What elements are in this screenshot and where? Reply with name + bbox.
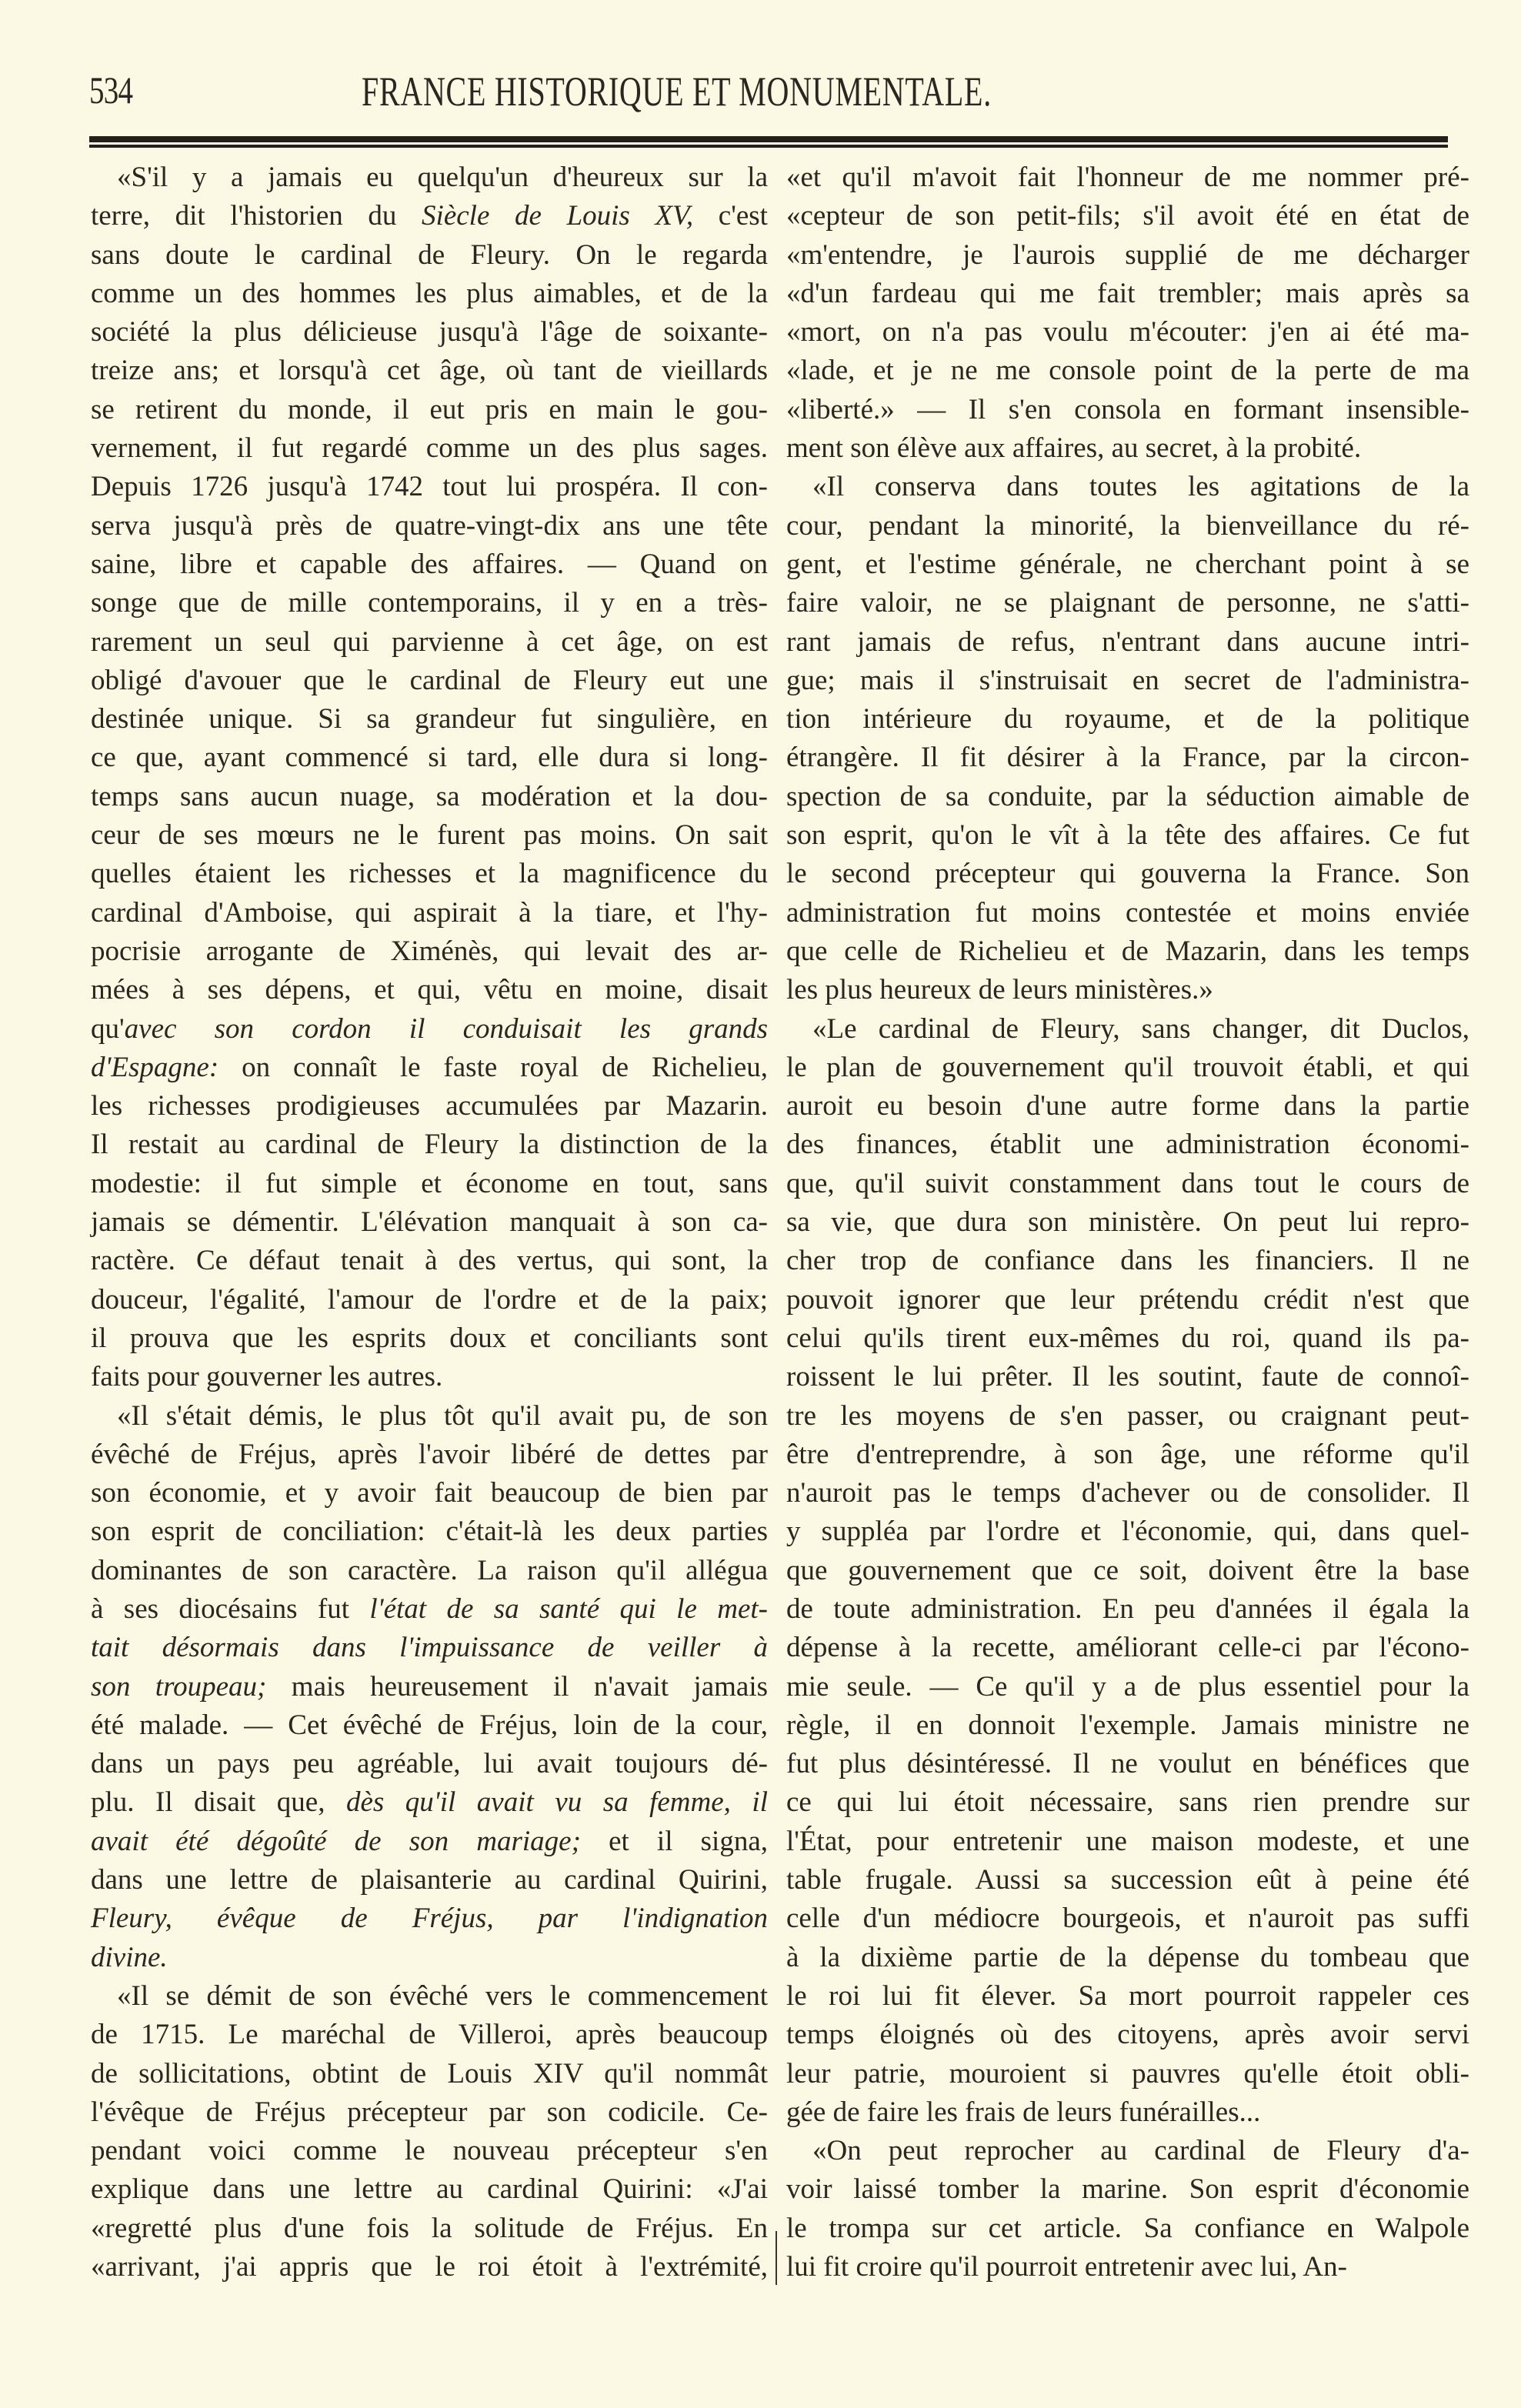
text-line bbox=[786, 1436, 1469, 1474]
line-text: saine, libre et capable des affaires. — Quand on bbox=[91, 548, 768, 580]
text-line bbox=[786, 1861, 1469, 1899]
italic-text: tait désormais dans l'impuissance de veiller à bbox=[91, 1632, 768, 1664]
line-text: et il signa, bbox=[580, 1825, 768, 1857]
line-text: dépense à la recette, améliorant celle-ci par l'écono- bbox=[786, 1632, 1469, 1664]
line-text: «et qu'il m'avoit fait l'honneur de me nommer pré- bbox=[786, 162, 1469, 193]
line-text: sa vie, que dura son ministère. On peut lui repro- bbox=[786, 1206, 1469, 1239]
line-text: fut plus désintéressé. Il ne voulut en bénéfices que bbox=[786, 1748, 1469, 1780]
line-text: ceur de ses mœurs ne le furent pas moins. On sait bbox=[91, 819, 768, 852]
line-text: les plus heureux de leurs ministères.» bbox=[786, 974, 1213, 1006]
text-line bbox=[91, 2210, 768, 2248]
text-line bbox=[91, 1087, 768, 1126]
line-text: destinée unique. Si sa grandeur fut singulière, en bbox=[91, 703, 768, 735]
text-line bbox=[786, 2170, 1469, 2209]
text-line bbox=[91, 932, 768, 971]
italic-text: Siècle de Louis XV, bbox=[422, 200, 694, 232]
text-line bbox=[786, 158, 1469, 197]
line-text: son esprit, qu'on le vît à la tête des affaires. Ce fut bbox=[786, 819, 1469, 852]
line-text: étrangère. Il fit désirer à la France, par la circon- bbox=[786, 742, 1469, 774]
text-line bbox=[91, 855, 768, 893]
line-text: rant jamais de refus, n'entrant dans aucune intri- bbox=[786, 625, 1469, 658]
line-text: sans doute le cardinal de Fleury. On le regarda bbox=[91, 238, 768, 271]
line-text: administration fut moins contestée et moins enviée bbox=[786, 896, 1469, 929]
text-line bbox=[786, 2248, 1469, 2286]
line-text: l'État, pour entretenir une maison modeste, et une bbox=[786, 1825, 1469, 1857]
italic-text: dès qu'il avait vu sa femme, il bbox=[345, 1786, 768, 1819]
line-text: que gouvernement que ce soit, doivent être la base bbox=[786, 1554, 1469, 1586]
line-text: treize ans; et lorsqu'à cet âge, où tant de vieillards bbox=[91, 355, 768, 387]
line-text: «liberté.» — Il s'en consola en formant insensible- bbox=[786, 393, 1469, 425]
line-text: gent, et l'estime générale, ne cherchant point à se bbox=[786, 548, 1469, 580]
text-line bbox=[786, 662, 1469, 700]
text-line bbox=[786, 1087, 1469, 1126]
line-text: y suppléa par l'ordre et l'économie, qui, dans quel- bbox=[786, 1516, 1469, 1548]
line-text: celle d'un médiocre bourgeois, et n'auroit pas suffi bbox=[786, 1903, 1469, 1935]
italic-text: divine. bbox=[91, 1941, 168, 1973]
line-text: faire valoir, ne se plaignant de personne, ne s'atti- bbox=[786, 587, 1469, 619]
line-text: dans une lettre de plaisanterie au cardinal Quirini, bbox=[91, 1864, 768, 1896]
text-line bbox=[91, 197, 768, 235]
text-line bbox=[91, 1436, 768, 1474]
text-line bbox=[786, 816, 1469, 855]
line-text: cardinal d'Amboise, qui aspirait à la tiare, et l'hy- bbox=[91, 896, 768, 929]
text-line bbox=[786, 197, 1469, 235]
text-line bbox=[91, 739, 768, 777]
line-text: gée de faire les frais de leurs funérailles... bbox=[786, 2096, 1261, 2128]
text-line bbox=[786, 1706, 1469, 1745]
text-line bbox=[91, 1552, 768, 1590]
text-line bbox=[91, 1590, 768, 1629]
line-text: se retirent du monde, il eut pris en main le gou- bbox=[91, 393, 768, 425]
text-line bbox=[786, 1010, 1469, 1049]
line-text: faits pour gouverner les autres. bbox=[91, 1361, 443, 1393]
text-line bbox=[786, 1977, 1469, 2016]
text-line bbox=[91, 700, 768, 739]
text-line bbox=[91, 584, 768, 622]
text-line bbox=[786, 2093, 1469, 2132]
text-line bbox=[91, 1939, 768, 1977]
line-text: «Il conserva dans toutes les agitations de la bbox=[812, 471, 1469, 503]
text-line bbox=[91, 1474, 768, 1513]
text-line bbox=[91, 1397, 768, 1436]
text-line bbox=[786, 855, 1469, 893]
line-text: «arrivant, j'ai appris que le roi étoit à l'extrémité, bbox=[91, 2251, 768, 2283]
text-line bbox=[786, 1668, 1469, 1706]
text-line bbox=[91, 778, 768, 816]
line-text: «Le cardinal de Fleury, sans changer, dit Duclos, bbox=[812, 1012, 1469, 1045]
text-line bbox=[786, 1513, 1469, 1551]
text-line bbox=[91, 1165, 768, 1203]
header-rule-thick bbox=[89, 136, 1448, 142]
line-text: cher trop de confiance dans les financiers. Il ne bbox=[786, 1245, 1469, 1277]
line-text: qu' bbox=[91, 1012, 125, 1045]
text-line bbox=[91, 313, 768, 352]
text-line bbox=[786, 275, 1469, 313]
text-line bbox=[91, 1823, 768, 1861]
text-line bbox=[91, 1783, 768, 1822]
line-text: le plan de gouvernement qu'il trouvoit établi, et qui bbox=[786, 1051, 1469, 1083]
text-line bbox=[91, 1242, 768, 1280]
line-text: l'évêque de Fréjus précepteur par son codicile. Ce- bbox=[91, 2096, 768, 2128]
column-divider bbox=[776, 2231, 777, 2285]
line-text: «m'entendre, je l'aurois supplié de me décharger bbox=[786, 238, 1469, 271]
line-text: spection de sa conduite, par la séduction aimable de bbox=[786, 780, 1469, 812]
line-text: «S'il y a jamais eu quelqu'un d'heureux sur la bbox=[117, 162, 768, 193]
line-text: roissent le lui prêter. Il les soutint, faute de connoî- bbox=[786, 1361, 1469, 1393]
text-line bbox=[91, 468, 768, 506]
text-line bbox=[91, 2093, 768, 2132]
line-text: tion intérieure du royaume, et de la politique bbox=[786, 703, 1469, 735]
right-column bbox=[786, 158, 1469, 2286]
text-line bbox=[786, 1474, 1469, 1513]
text-line bbox=[91, 429, 768, 468]
paragraph bbox=[91, 1397, 768, 1977]
line-text: comme un des hommes les plus aimables, et de la bbox=[91, 277, 768, 309]
text-line bbox=[786, 1899, 1469, 1938]
line-text: gue; mais il s'instruisait en secret de l'administra- bbox=[786, 664, 1469, 696]
text-line bbox=[786, 1745, 1469, 1783]
text-line bbox=[91, 1629, 768, 1667]
line-text: voir laissé tomber la marine. Son esprit d'économie bbox=[786, 2173, 1469, 2206]
line-text: il prouva que les esprits doux et conciliants sont bbox=[91, 1322, 768, 1354]
line-text: «lade, et je ne me console point de la perte de ma bbox=[786, 355, 1469, 387]
italic-text: Fleury, évêque de Fréjus, par l'indignation bbox=[91, 1903, 768, 1935]
line-text: douceur, l'égalité, l'amour de l'ordre et de la paix; bbox=[91, 1283, 768, 1316]
line-text: de sollicitations, obtint de Louis XIV qu'il nommât bbox=[91, 2057, 768, 2089]
line-text: de 1715. Le maréchal de Villeroi, après beaucoup bbox=[91, 2019, 768, 2051]
text-line bbox=[91, 2170, 768, 2209]
line-text: songe que de mille contemporains, il y en a très- bbox=[91, 587, 768, 619]
line-text: ce que, ayant commencé si tard, elle dura si long- bbox=[91, 742, 768, 774]
line-text: que, qu'il suivit constamment dans tout le cours de bbox=[786, 1167, 1469, 1199]
text-line bbox=[91, 1513, 768, 1551]
text-line bbox=[786, 391, 1469, 429]
line-text: tre les moyens de s'en passer, ou craignant peut- bbox=[786, 1399, 1469, 1432]
line-text: temps sans aucun nuage, sa modération et la dou- bbox=[91, 780, 768, 812]
line-text: que celle de Richelieu et de Mazarin, dans les temps bbox=[786, 935, 1469, 967]
line-text: mie seule. — Ce qu'il y a de plus essentiel pour la bbox=[786, 1670, 1469, 1703]
italic-text: avait été dégoûté de son mariage; bbox=[91, 1825, 581, 1857]
line-text: à ses diocésains fut bbox=[91, 1593, 370, 1625]
line-text: rarement un seul qui parvienne à cet âge, on est bbox=[91, 625, 768, 658]
line-text: explique dans une lettre au cardinal Quirini: «J'ai bbox=[91, 2173, 768, 2206]
text-line bbox=[91, 1126, 768, 1164]
text-line bbox=[91, 1706, 768, 1745]
line-text: ment son élève aux affaires, au secret, à la probité. bbox=[786, 432, 1362, 465]
text-line bbox=[91, 1668, 768, 1706]
line-text: leur patrie, mouroient si pauvres qu'elle étoit obli- bbox=[786, 2057, 1469, 2089]
line-text: le roi lui fit élever. Sa mort pourroit rappeler ces bbox=[786, 1979, 1469, 2012]
line-text: être d'entreprendre, à son âge, une réforme qu'il bbox=[786, 1438, 1469, 1470]
line-text: plu. Il disait que, bbox=[91, 1786, 346, 1819]
italic-text: avec son cordon il conduisait les grands bbox=[124, 1012, 768, 1045]
text-line bbox=[786, 1552, 1469, 1590]
line-text: temps éloignés où des citoyens, après avoir servi bbox=[786, 2019, 1469, 2051]
text-line bbox=[786, 1165, 1469, 1203]
line-text: le second précepteur qui gouverna la France. Son bbox=[786, 858, 1469, 890]
line-text: les richesses prodigieuses accumulées par Mazarin. bbox=[91, 1090, 768, 1122]
line-text: «cepteur de son petit-fils; s'il avoit été en état de bbox=[786, 200, 1469, 232]
line-text: mées à ses dépens, et qui, vêtu en moine, disait bbox=[91, 974, 768, 1006]
line-text: société la plus délicieuse jusqu'à l'âge de soixante- bbox=[91, 316, 768, 349]
italic-text: l'état de sa santé qui le met- bbox=[369, 1593, 768, 1625]
text-line bbox=[91, 545, 768, 584]
text-line bbox=[786, 1242, 1469, 1280]
text-line bbox=[91, 2055, 768, 2093]
line-text: «On peut reprocher au cardinal de Fleury d'a- bbox=[812, 2135, 1469, 2167]
text-line bbox=[786, 778, 1469, 816]
text-line bbox=[786, 739, 1469, 777]
line-text: terre, dit l'historien du bbox=[91, 200, 422, 232]
line-text: n'auroit pas le temps d'achever ou de consolider. Il bbox=[786, 1477, 1469, 1509]
text-line bbox=[786, 2210, 1469, 2248]
text-line bbox=[786, 1823, 1469, 1861]
line-text: son esprit de conciliation: c'était-là les deux parties bbox=[91, 1516, 768, 1548]
line-text: Il restait au cardinal de Fleury la distinction de la bbox=[91, 1129, 768, 1161]
line-text: c'est bbox=[693, 200, 768, 232]
text-line bbox=[786, 1358, 1469, 1396]
italic-text: son troupeau; bbox=[91, 1670, 267, 1703]
text-line bbox=[786, 932, 1469, 971]
line-text: pendant voici comme le nouveau précepteur s'en bbox=[91, 2135, 768, 2167]
line-text: «regretté plus d'une fois la solitude de Fréjus. En bbox=[91, 2212, 768, 2244]
text-line bbox=[91, 623, 768, 662]
line-text: serva jusqu'à près de quatre-vingt-dix ans une tête bbox=[91, 509, 768, 542]
text-line bbox=[786, 545, 1469, 584]
running-title: FRANCE HISTORIQUE ET MONUMENTALE. bbox=[362, 68, 992, 115]
line-text: «Il s'était démis, le plus tôt qu'il avait pu, de son bbox=[117, 1399, 768, 1432]
line-text: son économie, et y avoir fait beaucoup de bien par bbox=[91, 1477, 768, 1509]
header-rule-thin bbox=[89, 145, 1448, 148]
text-line bbox=[786, 507, 1469, 545]
text-line bbox=[786, 1939, 1469, 1977]
text-line bbox=[91, 662, 768, 700]
text-line bbox=[786, 1783, 1469, 1822]
text-line bbox=[91, 1319, 768, 1358]
line-text: pouvoit ignorer que leur prétendu crédit n'est que bbox=[786, 1283, 1469, 1316]
text-line bbox=[786, 468, 1469, 506]
text-line bbox=[91, 1977, 768, 2016]
text-line bbox=[91, 1010, 768, 1049]
text-line bbox=[786, 352, 1469, 390]
text-line bbox=[91, 816, 768, 855]
line-text: lui fit croire qu'il pourroit entretenir avec lui, An- bbox=[786, 2251, 1347, 2283]
text-line bbox=[91, 1861, 768, 1899]
text-line bbox=[786, 1319, 1469, 1358]
line-text: pocrisie arrogante de Ximénès, qui levait des ar- bbox=[91, 935, 768, 967]
text-line bbox=[786, 429, 1469, 468]
line-text: dans un pays peu agréable, lui avait toujours dé- bbox=[91, 1748, 768, 1780]
line-text: vernement, il fut regardé comme un des plus sages. bbox=[91, 432, 768, 465]
line-text: modestie: il fut simple et économe en tout, sans bbox=[91, 1167, 768, 1199]
text-line bbox=[786, 2055, 1469, 2093]
text-line bbox=[91, 1899, 768, 1938]
text-line bbox=[91, 507, 768, 545]
text-line bbox=[91, 391, 768, 429]
line-text: cour, pendant la minorité, la bienveillance du ré- bbox=[786, 509, 1469, 542]
line-text: on connaît le faste royal de Richelieu, bbox=[218, 1051, 768, 1083]
text-line bbox=[91, 2016, 768, 2054]
line-text: table frugale. Aussi sa succession eût à peine été bbox=[786, 1864, 1469, 1896]
line-text: ce qui lui étoit nécessaire, sans rien prendre sur bbox=[786, 1786, 1469, 1819]
line-text: règle, il en donnoit l'exemple. Jamais ministre ne bbox=[786, 1709, 1469, 1741]
paragraph bbox=[786, 1010, 1469, 2133]
text-line bbox=[786, 1629, 1469, 1667]
left-column bbox=[91, 158, 768, 2286]
text-line bbox=[786, 1281, 1469, 1319]
text-line bbox=[786, 1126, 1469, 1164]
text-line bbox=[786, 700, 1469, 739]
line-text: «mort, on n'a pas voulu m'écouter: j'en ai été ma- bbox=[786, 316, 1469, 349]
line-text: auroit eu besoin d'une autre forme dans la partie bbox=[786, 1090, 1469, 1122]
line-text: le trompa sur cet article. Sa confiance en Walpole bbox=[786, 2212, 1469, 2244]
line-text: évêché de Fréjus, après l'avoir libéré de dettes par bbox=[91, 1438, 768, 1470]
text-line bbox=[91, 894, 768, 932]
text-line bbox=[91, 352, 768, 390]
line-text: Depuis 1726 jusqu'à 1742 tout lui prospéra. Il con- bbox=[91, 471, 768, 503]
text-line bbox=[786, 2016, 1469, 2054]
text-line bbox=[91, 275, 768, 313]
text-line bbox=[91, 158, 768, 197]
paragraph bbox=[91, 158, 768, 1397]
text-line bbox=[786, 894, 1469, 932]
text-line bbox=[786, 584, 1469, 622]
text-line bbox=[786, 1049, 1469, 1087]
text-line bbox=[786, 623, 1469, 662]
text-line bbox=[91, 971, 768, 1009]
line-text: ractère. Ce défaut tenait à des vertus, qui sont, la bbox=[91, 1245, 768, 1277]
text-line bbox=[91, 1358, 768, 1396]
paragraph bbox=[786, 158, 1469, 468]
text-line bbox=[91, 2248, 768, 2286]
text-line bbox=[91, 1281, 768, 1319]
line-text: à la dixième partie de la dépense du tombeau que bbox=[786, 1941, 1469, 1973]
line-text: quelles étaient les richesses et la magnificence du bbox=[91, 858, 768, 890]
line-text: jamais se démentir. L'élévation manquait à son ca- bbox=[91, 1206, 768, 1239]
paragraph bbox=[786, 2132, 1469, 2286]
line-text: dominantes de son caractère. La raison qu'il allégua bbox=[91, 1554, 768, 1586]
text-line bbox=[91, 1745, 768, 1783]
line-text: été malade. — Cet évêché de Fréjus, loin de la cour, bbox=[91, 1709, 768, 1741]
text-line bbox=[786, 1203, 1469, 1242]
page-number: 534 bbox=[89, 68, 133, 112]
text-line bbox=[91, 1049, 768, 1087]
text-line bbox=[91, 236, 768, 275]
line-text: obligé d'avouer que le cardinal de Fleury eut une bbox=[91, 664, 768, 696]
italic-text: d'Espagne: bbox=[91, 1051, 219, 1083]
text-line bbox=[786, 1397, 1469, 1436]
text-line bbox=[786, 313, 1469, 352]
paragraph bbox=[91, 1977, 768, 2286]
line-text: de toute administration. En peu d'années il égala la bbox=[786, 1593, 1469, 1625]
text-line bbox=[786, 971, 1469, 1009]
paragraph bbox=[786, 468, 1469, 1009]
line-text: mais heureusement il n'avait jamais bbox=[266, 1670, 768, 1703]
text-line bbox=[786, 1590, 1469, 1629]
line-text: «d'un fardeau qui me fait trembler; mais après sa bbox=[786, 277, 1469, 309]
line-text: «Il se démit de son évêché vers le commencement bbox=[117, 1979, 768, 2012]
text-line bbox=[786, 2132, 1469, 2170]
text-line bbox=[91, 2132, 768, 2170]
text-line bbox=[91, 1203, 768, 1242]
line-text: des finances, établit une administration économi- bbox=[786, 1129, 1469, 1161]
line-text: celui qu'ils tirent eux-mêmes du roi, quand ils pa- bbox=[786, 1322, 1469, 1354]
text-line bbox=[786, 236, 1469, 275]
